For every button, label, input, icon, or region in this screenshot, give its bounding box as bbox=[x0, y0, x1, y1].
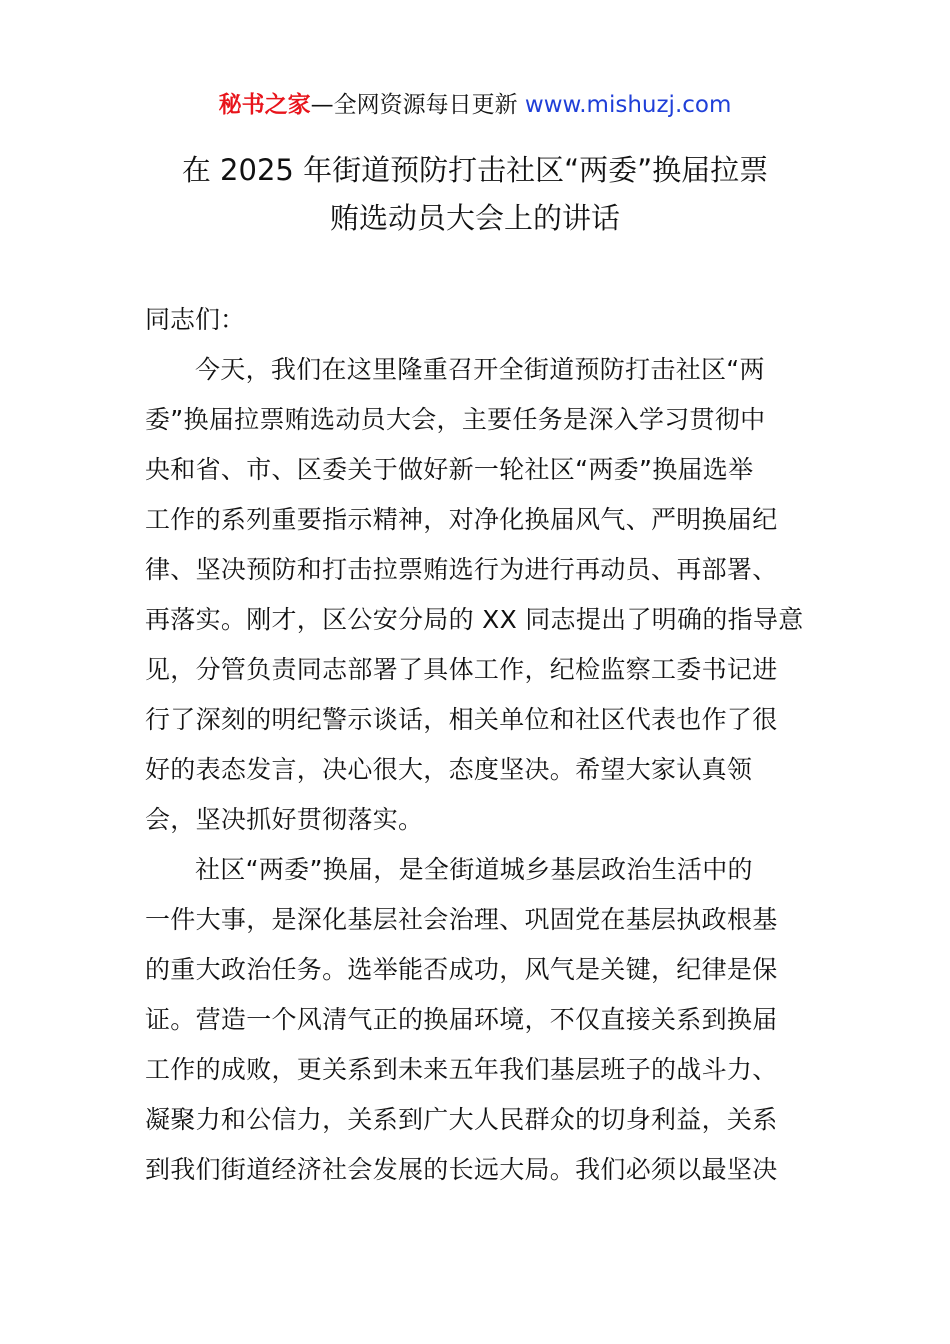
text-line: 工作的成败，更关系到未来五年我们基层班子的战斗力、 bbox=[145, 1055, 778, 1084]
paragraph-2 bbox=[145, 845, 807, 1195]
text-line: 好的表态发言，决心很大，态度坚决。希望大家认真领 bbox=[145, 755, 753, 784]
site-url-link[interactable]: www.mishuzj.com bbox=[524, 92, 732, 118]
text-line: 到我们街道经济社会发展的长远大局。我们必须以最坚决 bbox=[145, 1155, 778, 1184]
text-line: 一件大事，是深化基层社会治理、巩固党在基层执政根基 bbox=[145, 905, 778, 934]
text-line: 证。营造一个风清气正的换届环境，不仅直接关系到换届 bbox=[145, 1005, 778, 1034]
site-tagline: —全网资源每日更新 bbox=[310, 92, 525, 118]
text-line: 央和省、市、区委关于做好新一轮社区“两委”换届选举 bbox=[145, 455, 754, 484]
site-header bbox=[0, 88, 950, 122]
document-body bbox=[145, 295, 807, 1195]
text-line: 的重大政治任务。选举能否成功，风气是关键，纪律是保 bbox=[145, 955, 778, 984]
document-title bbox=[120, 146, 830, 242]
text-line: 行了深刻的明纪警示谈话，相关单位和社区代表也作了很 bbox=[145, 705, 778, 734]
text-line: 社区“两委”换届，是全街道城乡基层政治生活中的 bbox=[195, 855, 753, 884]
text-line: 工作的系列重要指示精神，对净化换届风气、严明换届纪 bbox=[145, 505, 778, 534]
title-line: 贿选动员大会上的讲话 bbox=[329, 201, 620, 235]
site-brand: 秘书之家 bbox=[218, 92, 311, 118]
text-line: 再落实。刚才，区公安分局的 XX 同志提出了明确的指导意 bbox=[145, 605, 804, 634]
text-line: 凝聚力和公信力，关系到广大人民群众的切身利益，关系 bbox=[145, 1105, 778, 1134]
paragraph-1 bbox=[145, 345, 807, 845]
text-line: 今天，我们在这里隆重召开全街道预防打击社区“两 bbox=[195, 355, 765, 384]
text-line: 见，分管负责同志部署了具体工作，纪检监察工委书记进 bbox=[145, 655, 778, 684]
text-line: 委”换届拉票贿选动员大会，主要任务是深入学习贯彻中 bbox=[145, 405, 766, 434]
text-line: 律、坚决预防和打击拉票贿选行为进行再动员、再部署、 bbox=[145, 555, 778, 584]
text-line: 会，坚决抓好贯彻落实。 bbox=[145, 805, 424, 834]
salutation: 同志们： bbox=[145, 305, 246, 334]
title-line: 在 2025 年街道预防打击社区“两委”换届拉票 bbox=[181, 153, 769, 187]
